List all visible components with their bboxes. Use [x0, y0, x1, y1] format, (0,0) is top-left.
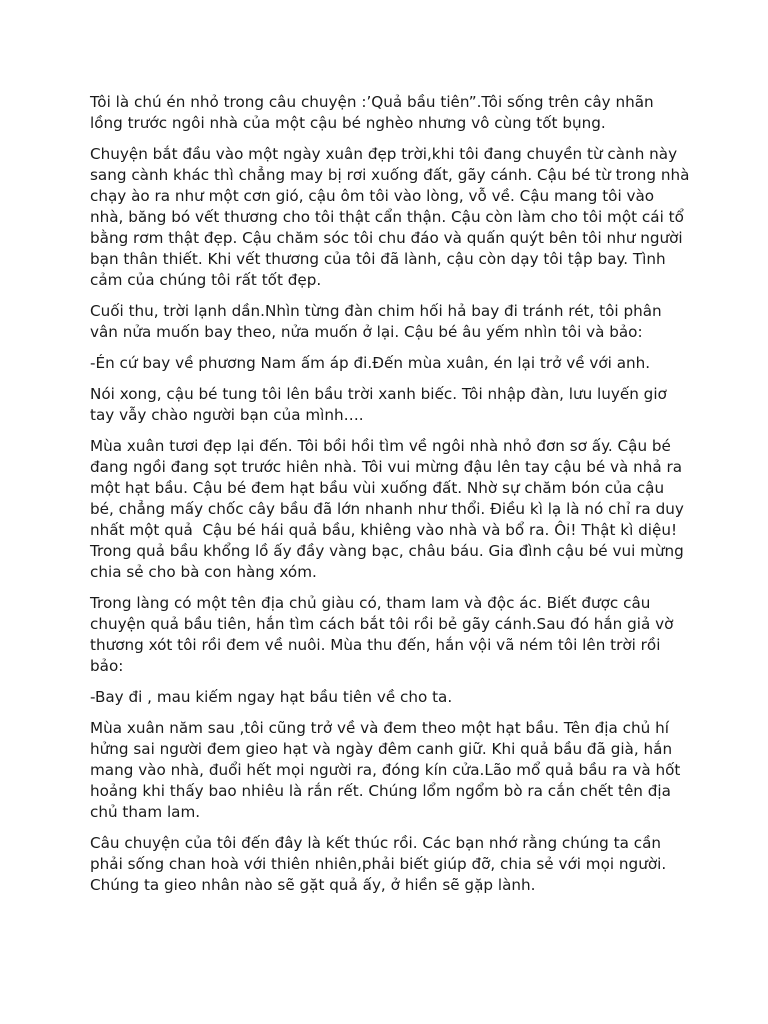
paragraph-landlord: Trong làng có một tên địa chủ giàu có, tham lam và độc ác. Biết được câu chuyện quả bầu tiên, hắn tìm cách bắt tôi rồi bẻ gãy cánh.Sau đó hắn giả vờ thương xót tôi rồi đem về nuôi. Mùa thu đến, hắn vội vã ném tôi lên trời rồi bảo:	[90, 594, 679, 675]
paragraph-intro: Tôi là chú én nhỏ trong câu chuyện :’Quả bầu tiên”.Tôi sống trên cây nhãn lồng trước ngôi nhà của một cậu bé nghèo nhưng vô cùng tốt bụng.	[90, 93, 659, 132]
paragraph-moral: Câu chuyện của tôi đến đây là kết thúc rồi. Các bạn nhớ rằng chúng ta cần phải sống chan hoà với thiên nhiên,phải biết giúp đỡ, chia sẻ với mọi người. Chúng ta gieo nhân nào sẽ gặt quả ấy, ở hiền sẽ gặp lành.	[90, 834, 671, 894]
paragraph-autumn: Cuối thu, trời lạnh dần.Nhìn từng đàn chim hối hả bay đi tránh rét, tôi phân vân nửa muốn bay theo, nửa muốn ở lại. Cậu bé âu yếm nhìn tôi và bảo:	[90, 302, 667, 341]
paragraph-dialogue-boy: -Én cứ bay về phương Nam ấm áp đi.Đến mùa xuân, én lại trở về với anh.	[90, 354, 651, 372]
paragraph-dialogue-landlord: -Bay đi , mau kiếm ngay hạt bầu tiên về cho ta.	[90, 688, 453, 706]
paragraph-farewell: Nói xong, cậu bé tung tôi lên bầu trời xanh biếc. Tôi nhập đàn, lưu luyến giơ tay vẫy chào người bạn của mình….	[90, 385, 672, 424]
paragraph-punishment: Mùa xuân năm sau ,tôi cũng trở về và đem theo một hạt bầu. Tên địa chủ hí hửng sai người đem gieo hạt và ngày đêm canh giữ. Khi quả bầu đã già, hắn mang vào nhà, đuổi hết mọi người ra, đóng kín cửa.Lão mổ quả bầu ra và hốt hoảng khi thấy bao nhiêu là rắn rết. Chúng lổm ngổm bò ra cắn chết tên địa chủ tham lam.	[90, 719, 686, 821]
paragraph-spring-injury: Chuyện bắt đầu vào một ngày xuân đẹp trời,khi tôi đang chuyền từ cành này sang cành khác thì chẳng may bị rơi xuống đất, gãy cánh. Cậu bé từ trong nhà chạy ào ra như một cơn gió, cậu ôm tôi vào lòng, vỗ về. Cậu mang tôi vào nhà, băng bó vết thương cho tôi thật cẩn thận. Cậu còn làm cho tôi một cái tổ bằng rơm thật đẹp. Cậu chăm sóc tôi chu đáo và quấn quýt bên tôi như người bạn thân thiết. Khi vết thương của tôi đã lành, cậu còn dạy tôi tập bay. Tình cảm của chúng tôi rất tốt đẹp.	[90, 145, 695, 289]
document-body	[90, 92, 695, 906]
paragraph-return-gourd: Mùa xuân tươi đẹp lại đến. Tôi bồi hồi tìm về ngôi nhà nhỏ đơn sơ ấy. Cậu bé đang ngồi đang sọt trước hiên nhà. Tôi vui mừng đậu lên tay cậu bé và nhả ra một hạt bầu. Cậu bé đem hạt bầu vùi xuống đất. Nhờ sự chăm bón của cậu bé, chẳng mấy chốc cây bầu đã lớn nhanh như thổi. Điều kì lạ là nó chỉ ra duy nhất một quả Cậu bé hái quả bầu, khiêng vào nhà và bổ ra. Ôi! Thật kì diệu! Trong quả bầu khổng lồ ấy đầy vàng bạc, châu báu. Gia đình cậu bé vui mừng chia sẻ cho bà con hàng xóm.	[90, 437, 689, 581]
